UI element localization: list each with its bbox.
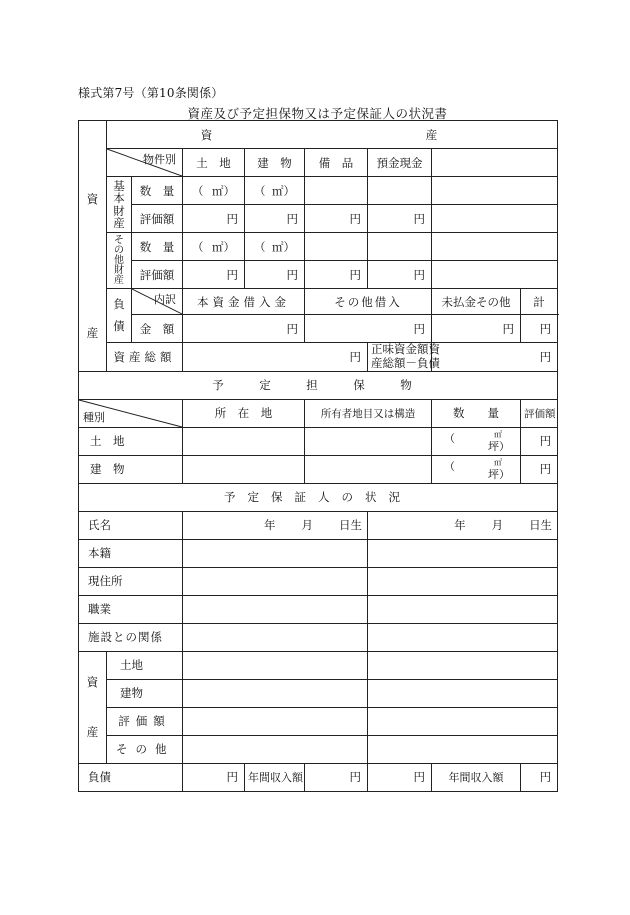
collateral-header: 予 定 担 保 物 [79,371,558,399]
assets-header: 資 産 [107,121,558,149]
collateral-land-row [79,427,558,455]
item-type-label: 物件別 [143,153,176,166]
building-quantity-cell[interactable]: （ ㎡） [245,177,305,205]
collateral-columns-row [79,399,558,427]
other-valuation-row [79,261,558,289]
land-quantity-cell[interactable]: （ ㎡ 坪） [432,427,521,455]
guarantor-debt-row [79,763,558,791]
col-unpaid-other: 未払金その他 [432,289,521,315]
guarantor1-income-cell[interactable]: 円 [305,763,368,791]
guarantor-header: 予定保証人の状況 [79,483,558,511]
blank-cell [432,177,558,205]
total-liability-amount-cell[interactable]: 円 [521,315,558,343]
guarantor-valuation-label: 評価額 [107,707,183,735]
form-number: 様式第7号（第10条関係） [78,86,224,100]
guarantor2-relation-cell[interactable] [368,623,558,651]
other-building-quantity-cell[interactable]: （ ㎡） [245,233,305,261]
col-location: 所 在 地 [183,399,305,427]
other-building-valuation-cell[interactable]: 円 [245,261,305,289]
basic-property-label: 基本財産 [107,177,132,233]
other-equipment-valuation-cell[interactable]: 円 [305,261,368,289]
land-valuation-cell[interactable]: 円 [521,427,558,455]
guarantor2-name-cell[interactable]: 年 月 日生 [368,511,558,539]
guarantor2-income-cell[interactable]: 円 [521,763,558,791]
relation-label: 施設との関係 [79,623,183,651]
guarantor1-domicile-cell[interactable] [183,539,368,567]
equipment-quantity-cell[interactable] [305,177,368,205]
land-location-cell[interactable] [183,427,305,455]
col-land: 土 地 [183,149,245,177]
col-principal-loan: 本資金借入金 [183,289,305,315]
col-blank [432,149,558,177]
col-other-loans: その他借入 [305,289,432,315]
col-owner-structure: 所有者地目又は構造 [305,399,432,427]
guarantor-building-label: 建物 [107,679,183,707]
land-owner-cell[interactable] [305,427,432,455]
guarantor1-land-cell[interactable] [183,651,368,679]
guarantor-domicile-row [79,539,558,567]
other-property-label: その他財産 [107,233,132,289]
total-assets-label: 資産総額 [107,343,183,372]
breakdown-label: 内訳 [154,293,176,306]
name-label: 氏名 [79,511,183,539]
guarantor-address-row [79,567,558,595]
guarantor1-address-cell[interactable] [183,567,368,595]
liability-amount-row [79,315,558,343]
collateral-header-row [79,371,558,399]
col-total: 計 [521,289,558,315]
guarantor-assets-side-label: 資 産 [79,651,107,763]
assets-side-label: 資 産 [79,121,107,372]
status-form-table [78,120,558,792]
guarantor2-income-label: 年間収入額 [432,763,521,791]
amount-label: 金 額 [132,315,183,343]
guarantor-relation-row [79,623,558,651]
valuation-label: 評価額 [132,205,183,233]
domicile-label: 本籍 [79,539,183,567]
assets-header-row [79,121,558,149]
assets-columns-row [79,149,558,177]
collateral-building-row [79,455,558,483]
net-worth-label: 正味資金額資 産総額－負債 [368,343,432,372]
guarantor1-occupation-cell[interactable] [183,595,368,623]
basic-quantity-row [79,177,558,205]
guarantor-land-row [79,651,558,679]
land-valuation-cell[interactable]: 円 [183,205,245,233]
deposit-quantity-cell[interactable] [368,177,432,205]
other-land-valuation-cell[interactable]: 円 [183,261,245,289]
equipment-valuation-cell[interactable]: 円 [305,205,368,233]
col-valuation: 評価額 [521,399,558,427]
col-equipment: 備 品 [305,149,368,177]
principal-loan-amount-cell[interactable]: 円 [183,315,305,343]
guarantor-header-row [79,483,558,511]
breakdown-diagonal-cell [132,289,183,315]
other-equipment-quantity-cell[interactable] [305,233,368,261]
kind-diagonal-cell [79,399,183,427]
other-deposit-quantity-cell[interactable] [368,233,432,261]
kind-label: 種別 [83,410,105,424]
document-title: 資産及び予定担保物又は予定保証人の状況書 [187,106,448,121]
unpaid-other-amount-cell[interactable]: 円 [432,315,521,343]
net-worth-cell[interactable]: 円 [432,343,558,372]
guarantor-land-label: 土地 [107,651,183,679]
blank-cell [432,233,558,261]
address-label: 現住所 [79,567,183,595]
guarantor2-building-cell[interactable] [368,679,558,707]
valuation-label: 評価額 [132,261,183,289]
guarantor1-building-cell[interactable] [183,679,368,707]
debt-label: 負債 [79,763,183,791]
other-deposit-valuation-cell[interactable]: 円 [368,261,432,289]
quantity-label: 数 量 [132,177,183,205]
guarantor2-address-cell[interactable] [368,567,558,595]
building-valuation-cell[interactable]: 円 [245,205,305,233]
total-assets-row [79,343,558,372]
item-type-diagonal-cell [107,149,183,177]
guarantor-building-row [79,679,558,707]
total-assets-cell[interactable]: 円 [183,343,368,372]
building-location-cell[interactable] [183,455,305,483]
guarantor1-other-cell[interactable] [183,735,368,763]
guarantor1-relation-cell[interactable] [183,623,368,651]
col-quantity: 数 量 [432,399,521,427]
quantity-label: 数 量 [132,233,183,261]
guarantor2-land-cell[interactable] [368,651,558,679]
liability-label: 負債 [107,289,132,343]
guarantor2-valuation-cell[interactable] [368,707,558,735]
guarantor2-domicile-cell[interactable] [368,539,558,567]
occupation-label: 職業 [79,595,183,623]
guarantor-occupation-row [79,595,558,623]
basic-valuation-row [79,205,558,233]
deposit-valuation-cell[interactable]: 円 [368,205,432,233]
other-land-quantity-cell[interactable]: （ ㎡） [183,233,245,261]
collateral-building-label: 建 物 [79,455,183,483]
guarantor-other-label: その他 [107,735,183,763]
blank-cell [432,205,558,233]
guarantor2-occupation-cell[interactable] [368,595,558,623]
guarantor2-debt-cell[interactable]: 円 [368,763,432,791]
other-quantity-row [79,233,558,261]
guarantor-valuation-row [79,707,558,735]
guarantor-other-row [79,735,558,763]
col-building: 建 物 [245,149,305,177]
building-valuation-cell[interactable]: 円 [521,455,558,483]
guarantor2-other-cell[interactable] [368,735,558,763]
collateral-land-label: 土 地 [79,427,183,455]
guarantor1-income-label: 年間収入額 [245,763,305,791]
building-quantity-cell[interactable]: （ ㎡ 坪） [432,455,521,483]
guarantor-name-row [79,511,558,539]
building-owner-cell[interactable] [305,455,432,483]
guarantor1-debt-cell[interactable]: 円 [183,763,245,791]
land-quantity-cell[interactable]: （ ㎡） [183,177,245,205]
col-deposits-cash: 預金現金 [368,149,432,177]
liability-header-row [79,289,558,315]
other-loans-amount-cell[interactable]: 円 [305,315,432,343]
guarantor1-name-cell[interactable]: 年 月 日生 [183,511,368,539]
guarantor1-valuation-cell[interactable] [183,707,368,735]
blank-cell [432,261,558,289]
